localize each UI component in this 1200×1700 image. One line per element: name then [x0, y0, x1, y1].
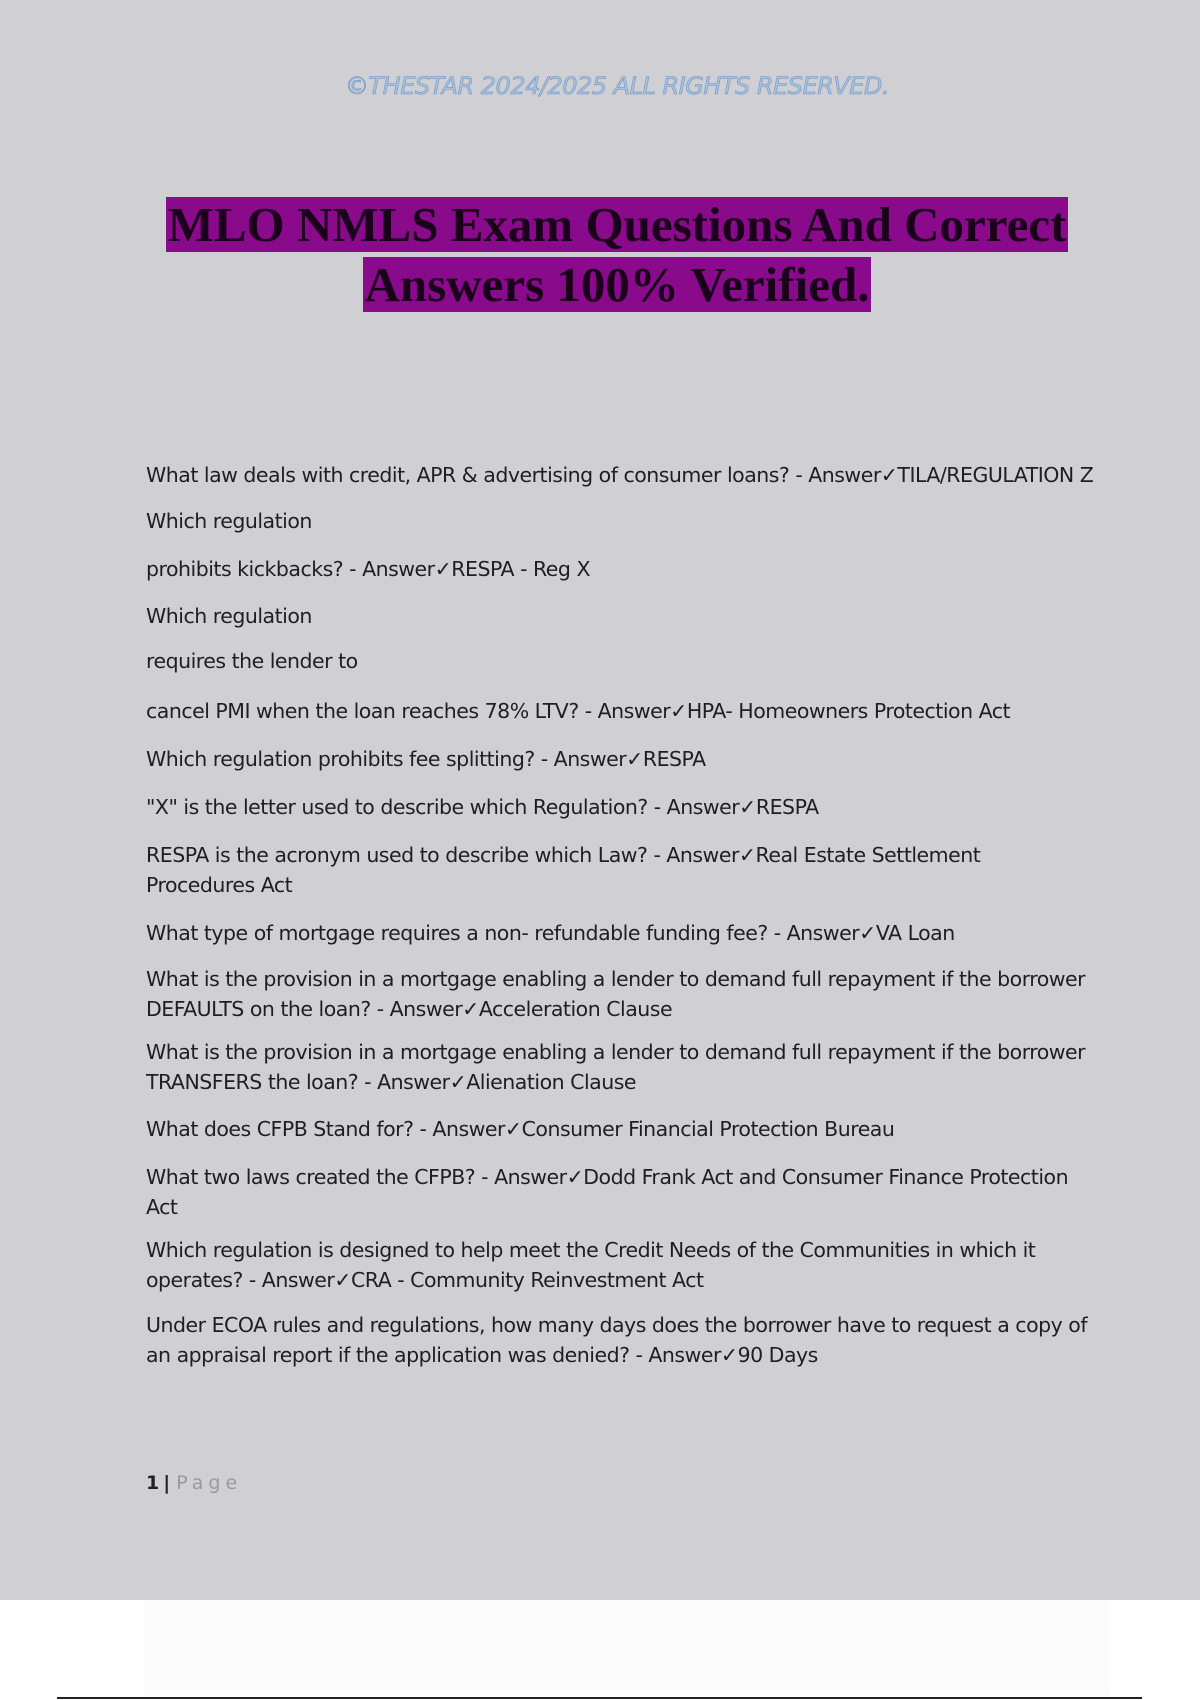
page-number: 1 — [146, 1472, 160, 1494]
qa-item: What does CFPB Stand for? - Answer✓Consumer Financial Protection Bureau — [146, 1117, 895, 1141]
qa-item: What is the provision in a mortgage enabling a lender to demand full repayment if the borrower DEFAULTS on the loan? - Answer✓Acceleration Clause — [146, 967, 1086, 1021]
qa-item: Which regulation prohibits fee splitting? - Answer✓RESPA — [146, 747, 706, 771]
page-footer — [146, 1472, 242, 1494]
qa-list — [146, 460, 1094, 1370]
qa-item: cancel PMI when the loan reaches 78% LTV? - Answer✓HPA- Homeowners Protection Act — [146, 699, 1011, 723]
qa-item: Which regulation — [146, 604, 312, 628]
copyright-notice: ©THESTAR 2024/2025 ALL RIGHTS RESERVED. — [345, 72, 889, 100]
qa-item: "X" is the letter used to describe which Regulation? - Answer✓RESPA — [146, 795, 819, 819]
document-title — [0, 195, 1200, 315]
qa-item: Under ECOA rules and regulations, how many days does the borrower have to request a copy of an appraisal report if the application was denied? - Answer✓90 Days — [146, 1313, 1088, 1367]
qa-item: requires the lender to — [146, 649, 358, 673]
bottom-divider — [57, 1697, 1142, 1699]
page-separator: | — [163, 1472, 171, 1494]
qa-item: Which regulation is designed to help meet the Credit Needs of the Communities in which it operates? - Answer✓CRA - Community Reinvestment Act — [146, 1238, 1036, 1292]
qa-item: RESPA is the acronym used to describe which Law? - Answer✓Real Estate Settlement Procedures Act — [146, 843, 981, 897]
page-label: Page — [176, 1472, 243, 1494]
title-line-1: MLO NMLS Exam Questions And Correct — [167, 197, 1067, 252]
qa-item: What is the provision in a mortgage enabling a lender to demand full repayment if the borrower TRANSFERS the loan? - Answer✓Alienation Clause — [146, 1040, 1086, 1094]
qa-item: What type of mortgage requires a non- refundable funding fee? - Answer✓VA Loan — [146, 921, 955, 945]
qa-item: Which regulation — [146, 509, 312, 533]
qa-item: prohibits kickbacks? - Answer✓RESPA - Reg X — [146, 557, 590, 581]
title-line-2: Answers 100% Verified. — [364, 257, 870, 312]
qa-item: What law deals with credit, APR & advertising of consumer loans? - Answer✓TILA/REGULATION Z — [146, 463, 1094, 487]
qa-item: What two laws created the CFPB? - Answer✓Dodd Frank Act and Consumer Finance Protection Act — [146, 1165, 1069, 1219]
next-page-preview — [145, 1600, 1110, 1695]
